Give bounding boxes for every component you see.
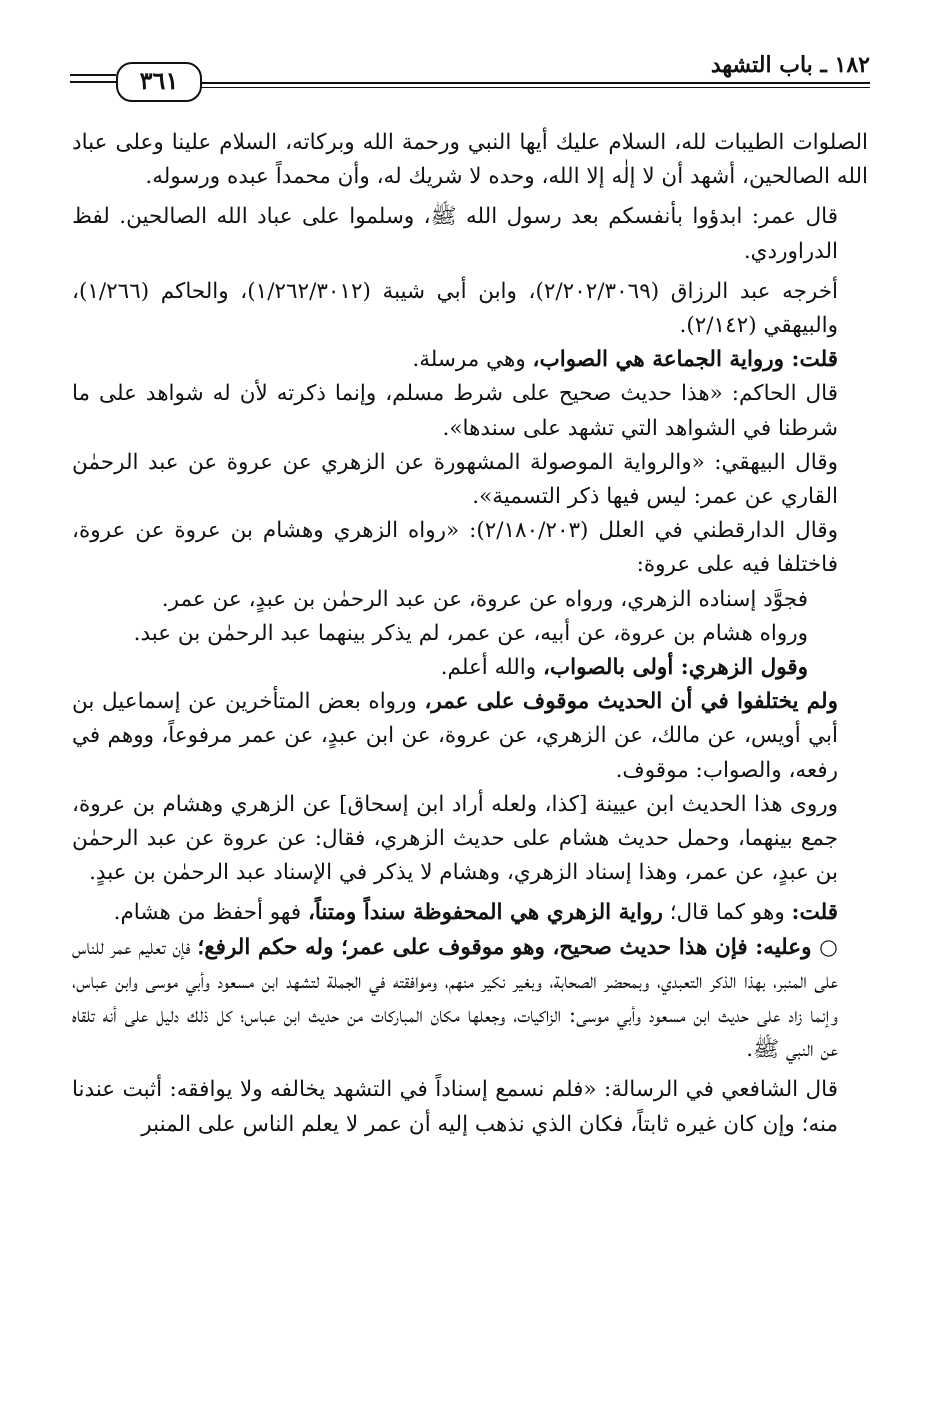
page-body [72, 126, 868, 1142]
header-rule [200, 82, 870, 84]
chapter-title: ١٨٢ ـ باب التشهد [710, 52, 870, 78]
paragraph: ورواه هشام بن عروة، عن أبيه، عن عمر، لم يذكر بينهما عبد الرحمٰن بن عبد. [133, 620, 808, 646]
bold-text: قلت: ورواية الجماعة هي الصواب، [532, 347, 838, 373]
bold-text: وقول الزهري: أولى بالصواب، [542, 655, 808, 681]
paragraph: قال الشافعي في الرسالة: «فلم نسمع إسناداً في التشهد يخالفه ولا يوافقه: أثبت عندنا منه؛ وإن كان غيره ثابتاً، فكان الذي نذهب إليه أن عمر لا يعلم الناس على المنبر [72, 1077, 838, 1137]
paragraph: وروى هذا الحديث ابن عيينة [كذا، ولعله أراد ابن إسحاق] عن الزهري وهشام بن عروة، جمع بينهما، وحمل حديث هشام على حديث الزهري، فقال: عن عروة عن عبد الرحمٰن بن عبدٍ، عن عمر، وهذا إسناد الزهري، وهشام لا يذكر في الإسناد عبد الرحمٰن بن عبدٍ. [72, 791, 838, 886]
paragraph: وقال الدارقطني في العلل (٢/١٨٠/٢٠٣): «رواه الزهري وهشام بن عروة عن عروة، فاختلفا فيه على عروة: [72, 518, 839, 578]
paragraph: أخرجه عبد الرزاق (٢/٢٠٢/٣٠٦٩)، وابن أبي شيبة (١/٢٦٢/٣٠١٢)، والحاكم (١/٢٦٦)، والبيهقي (٢/١٤٢). [72, 278, 839, 339]
paragraph: فجوَّد إسناده الزهري، ورواه عن عروة، عن عبد الرحمٰن بن عبدٍ، عن عمر. [161, 586, 808, 612]
bold-text: ولم يختلفوا في أن الحديث موقوف على عمر، [424, 689, 838, 715]
paragraph: ولم يختلفوا في أن الحديث موقوف على عمر، ورواه بعض المتأخرين عن إسماعيل بن أبي أويس، عن مالك، عن الزهري، عن عروة، عن ابن عبدٍ، عن عمر مرفوعاً، ووهم في رفعه، والصواب: موقوف. [72, 689, 838, 783]
paragraph: قال الحاكم: «هذا حديث صحيح على شرط مسلم، وإنما ذكرته لأن له شواهد على ما شرطنا في الشواهد التي تشهد على سندها». [72, 381, 838, 441]
page-number: ٣٦١ [116, 62, 202, 102]
paragraph: قلت: ورواية الجماعة هي الصواب، وهي مرسلة. [412, 347, 838, 373]
ornament-lines [70, 74, 116, 88]
paragraph: قلت: وهو كما قال؛ رواية الزهري هي المحفوظة سنداً ومتناً، فهو أحفظ من هشام. [113, 900, 838, 926]
paragraph: ○ وعليه: فإن هذا حديث صحيح، وهو موقوف على عمر؛ وله حكم الرفع؛ فإن تعليم عمر للناس على المنبر، بهذا الذكر التعبدي، وبمحضر الصحابة، وبغير نكير منهم، وموافقته في الجملة لتشهد ابن مسعود وأبي موسى وابن عباس، وإنما زاد على حديث ابن مسعود وأبي موسى: الزاكيات، وجعلها مكان المباركات من حديث ابن عباس؛ كل ذلك دليل على أنه تلقاه عن النبي ﷺ. [72, 934, 838, 1063]
paragraph: قال عمر: ابدؤوا بأنفسكم بعد رسول الله ﷺ، وسلموا على عباد الله الصالحين. لفظ الدراوردي. [72, 204, 838, 264]
paragraph: وقول الزهري: أولى بالصواب، والله أعلم. [440, 655, 808, 681]
paragraph: وقال البيهقي: «والرواية الموصولة المشهورة عن الزهري عن عروة عن عبد الرحمٰن القاري عن عمر: ليس فيها ذكر التسمية». [72, 449, 838, 510]
bold-text: ○ وعليه: فإن هذا حديث صحيح، وهو موقوف على عمر؛ وله حكم الرفع؛ [197, 934, 838, 960]
page-header [70, 50, 870, 95]
header-rule-thin [200, 87, 870, 88]
paragraph: الصلوات الطيبات لله، السلام عليك أيها النبي ورحمة الله وبركاته، السلام علينا وعلى عباد الله الصالحين، أشهد أن لا إلٰه إلا الله، وحده لا شريك له، وأن محمداً عبده ورسوله. [72, 130, 868, 190]
